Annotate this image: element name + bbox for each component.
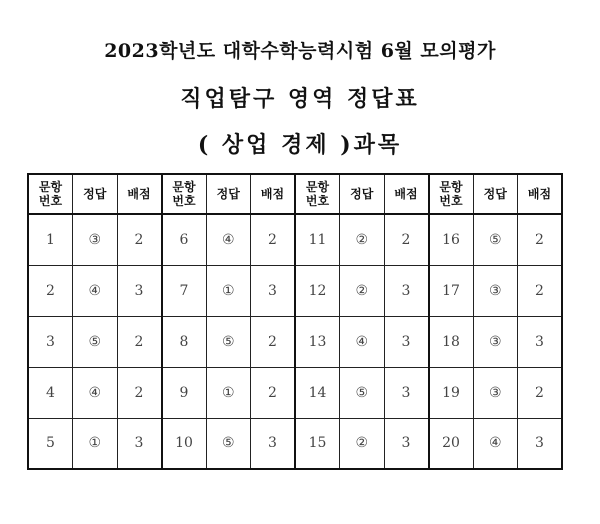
score-cell: 3 <box>251 418 296 469</box>
answer-cell: ⑤ <box>73 316 118 367</box>
answer-cell: ③ <box>473 316 518 367</box>
question-number: 4 <box>28 367 73 418</box>
question-number: 19 <box>429 367 474 418</box>
score-cell: 3 <box>384 316 429 367</box>
col-header-number-line1: 문항 <box>305 180 330 194</box>
answer-cell: ⑤ <box>206 316 251 367</box>
answer-sheet-title: 직업탐구 영역 정답표 <box>180 86 420 112</box>
answer-table-body <box>28 214 562 469</box>
answer-cell: ③ <box>473 367 518 418</box>
question-number: 5 <box>28 418 73 469</box>
score-cell: 2 <box>117 367 162 418</box>
question-number: 14 <box>295 367 340 418</box>
table-row <box>28 367 562 418</box>
score-cell: 2 <box>251 214 296 265</box>
answer-cell: ① <box>206 367 251 418</box>
answer-cell: ④ <box>473 418 518 469</box>
question-number: 15 <box>295 418 340 469</box>
answer-cell: ④ <box>73 265 118 316</box>
table-row <box>28 418 562 469</box>
answer-cell: ④ <box>73 367 118 418</box>
score-cell: 3 <box>384 265 429 316</box>
answer-cell: ② <box>340 265 385 316</box>
col-header-score: 배점 <box>251 174 296 214</box>
score-cell: 2 <box>518 214 563 265</box>
col-header-number <box>162 174 207 214</box>
score-cell: 2 <box>251 316 296 367</box>
score-cell: 2 <box>117 214 162 265</box>
col-header-number-line2: 번호 <box>38 194 63 208</box>
col-header-number-line1: 문항 <box>172 180 196 194</box>
score-cell: 3 <box>518 316 563 367</box>
col-header-number-line1: 문항 <box>38 180 63 194</box>
score-cell: 3 <box>117 418 162 469</box>
exam-title: 2023학년도 대학수학능력시험 6월 모의평가 <box>104 40 496 62</box>
answer-cell: ④ <box>206 214 251 265</box>
score-cell: 3 <box>251 265 296 316</box>
subject-title: ( 상업 경제 )과목 <box>197 132 403 158</box>
question-number: 1 <box>28 214 73 265</box>
question-number: 10 <box>162 418 207 469</box>
col-header-answer: 정답 <box>73 174 118 214</box>
header-row <box>28 174 562 214</box>
question-number: 18 <box>429 316 474 367</box>
score-cell: 3 <box>117 265 162 316</box>
question-number: 6 <box>162 214 207 265</box>
answer-cell: ③ <box>473 265 518 316</box>
answer-cell: ① <box>73 418 118 469</box>
question-number: 7 <box>162 265 207 316</box>
score-cell: 3 <box>384 418 429 469</box>
answer-table <box>27 173 563 470</box>
question-number: 16 <box>429 214 474 265</box>
col-header-number <box>295 174 340 214</box>
col-header-score: 배점 <box>518 174 563 214</box>
answer-cell: ⑤ <box>473 214 518 265</box>
answer-table-header <box>28 174 562 214</box>
table-row <box>28 265 562 316</box>
table-row <box>28 214 562 265</box>
answer-cell: ⑤ <box>206 418 251 469</box>
col-header-answer: 정답 <box>473 174 518 214</box>
col-header-score: 배점 <box>384 174 429 214</box>
answer-cell: ① <box>206 265 251 316</box>
score-cell: 2 <box>518 367 563 418</box>
col-header-answer: 정답 <box>340 174 385 214</box>
score-cell: 2 <box>518 265 563 316</box>
answer-cell: ② <box>340 418 385 469</box>
score-cell: 3 <box>518 418 563 469</box>
col-header-number-line1: 문항 <box>439 180 463 194</box>
col-header-number-line2: 번호 <box>172 194 196 208</box>
score-cell: 2 <box>384 214 429 265</box>
question-number: 2 <box>28 265 73 316</box>
question-number: 20 <box>429 418 474 469</box>
answer-cell: ② <box>340 214 385 265</box>
answer-cell: ③ <box>73 214 118 265</box>
question-number: 11 <box>295 214 340 265</box>
table-row <box>28 316 562 367</box>
col-header-number-line2: 번호 <box>305 194 330 208</box>
answer-cell: ⑤ <box>340 367 385 418</box>
question-number: 8 <box>162 316 207 367</box>
question-number: 13 <box>295 316 340 367</box>
score-cell: 2 <box>251 367 296 418</box>
question-number: 3 <box>28 316 73 367</box>
score-cell: 2 <box>117 316 162 367</box>
col-header-number-line2: 번호 <box>439 194 463 208</box>
question-number: 17 <box>429 265 474 316</box>
col-header-answer: 정답 <box>206 174 251 214</box>
col-header-score: 배점 <box>117 174 162 214</box>
question-number: 12 <box>295 265 340 316</box>
col-header-number <box>429 174 474 214</box>
answer-cell: ④ <box>340 316 385 367</box>
score-cell: 3 <box>384 367 429 418</box>
col-header-number <box>28 174 73 214</box>
question-number: 9 <box>162 367 207 418</box>
